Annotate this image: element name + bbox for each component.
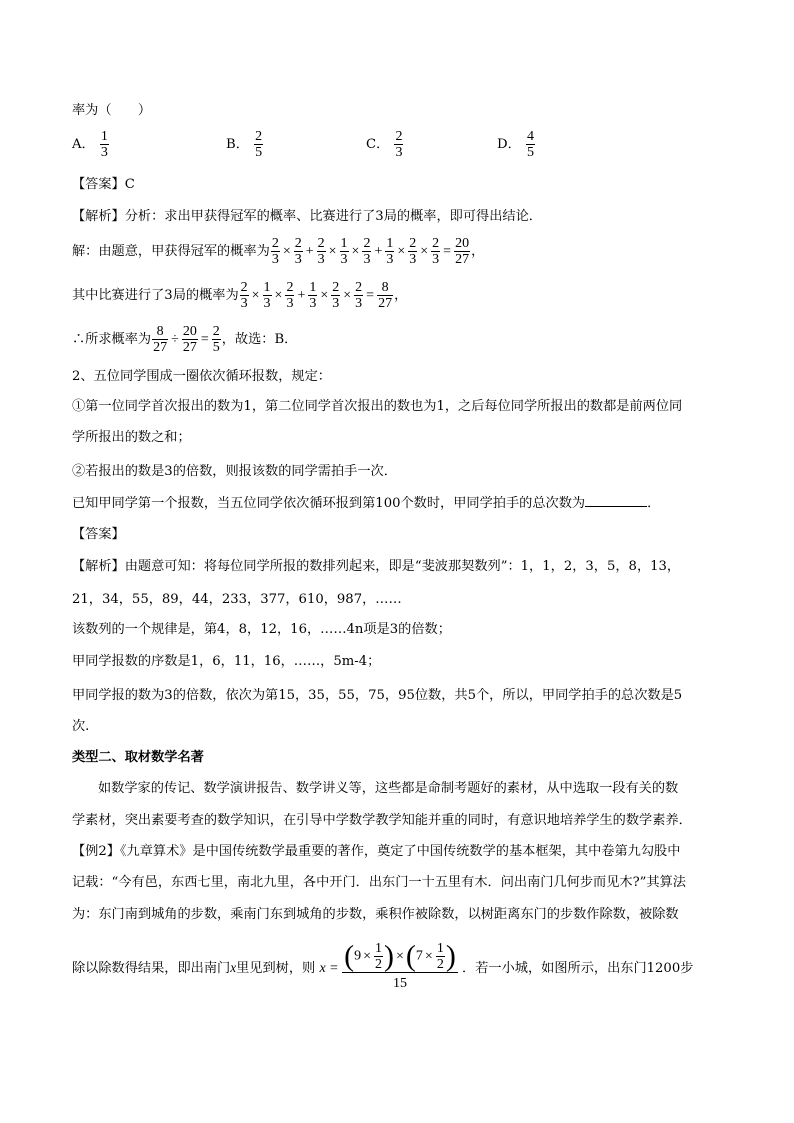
q2-analysis-5: 甲同学报的数为3的倍数，依次为第15，35，55，75，95位数，共5个，所以，甲同学拍手的总次数是5 <box>72 688 683 703</box>
option-label: C． <box>366 137 390 152</box>
q2-rule-2: ②若报出的数是3的倍数，则报该数的同学需拍手一次． <box>72 464 397 479</box>
q1-solution-2: 其中比赛进行了3局的概率为 $\frac{2}{3}$ × $\frac{1}{3}$ × $\frac{2}{3}$ + $\frac{1}{3}$ × $\frac{2}{3}$ × $\frac{2}{3}$ = $\frac{8}{27}$ ， <box>72 280 408 311</box>
answer-blank <box>585 494 647 507</box>
q1-analysis: 【解析】分析：求出甲获得冠军的概率、比赛进行了3局的概率，即可得出结论． <box>72 209 542 224</box>
probability-expression-3: $\frac{8}{27}$ ÷ $\frac{20}{27}$ = $\frac{2}{5}$ <box>153 324 220 355</box>
example-line-3: 为：东门南到城角的步数，乘南门东到城角的步数，乘积作被除数，以树距离东门的步数作除数，被除数 <box>72 907 679 922</box>
q2-rule-1a: ①第一位同学首次报出的数为1，第二位同学首次报出的数也为1，之后每位同学所报出的数都是前两位同 <box>72 399 683 414</box>
q1-answer: 【答案】C <box>72 177 135 192</box>
q2-rule-1b: 学所报出的数之和； <box>72 430 191 445</box>
probability-expression-2: $\frac{2}{3}$ × $\frac{1}{3}$ × $\frac{2}{3}$ + $\frac{1}{3}$ × $\frac{2}{3}$ × $\frac{2}{3}$ = $\frac{8}{27}$ ， <box>240 280 408 311</box>
section-title: 类型二、取材数学名著 <box>72 750 204 765</box>
q2-title: 2、五位同学围成一圈依次循环报数，规定： <box>72 369 331 384</box>
option-label: A． <box>72 137 95 152</box>
example-line-1: 【例2】《九章算术》是中国传统数学最重要的著作，奠定了中国传统数学的基本框架，其中卷第九勾股中 <box>72 844 681 859</box>
section-intro-1: 如数学家的传记、数学演讲报告、数学讲义等，这些都是命制考题好的素材，从中选取一段有关的数 <box>98 781 679 796</box>
q2-analysis-4: 甲同学报数的序数是1，6，11，16，……，5m-4； <box>72 654 381 669</box>
section-intro-2: 学素材，突出素要考查的数学知识，在引导中学数学教学知能并重的同时，有意识地培养学生的数学素养． <box>72 813 692 828</box>
option-c: C． $\frac{2}{3}$ <box>366 129 403 160</box>
formula: x = (9 × $\frac{1}{2}$ ) ×(7 × $\frac{1}{2}$ ) 15 <box>319 939 456 992</box>
option-b: B． $\frac{2}{5}$ <box>226 129 263 160</box>
q1-solution-3: ∴所求概率为 $\frac{8}{27}$ ÷ $\frac{20}{27}$ = $\frac{2}{5}$ ，故选：B． <box>72 324 298 355</box>
q2-analysis-1: 【解析】由题意可知：将每位同学所报的数排列起来，即是“斐波那契数列”：1，1，2，3，5，8，13， <box>72 559 681 574</box>
q2-analysis-2: 21，34，55，89，44，233，377，610，987，…… <box>72 592 402 607</box>
option-a: A． $\frac{1}{3}$ <box>72 129 108 160</box>
example-line-4: 除以除数得结果，即出南门x里见到树，则 x = (9 × $\frac{1}{2}$ ) ×(7 × $\frac{1}{2}$ ) 15 ．若一小城，如图所示，出东门1200步 <box>72 938 693 999</box>
q2-analysis-3: 该数列的一个规律是，第4，8，12，16，……4n项是3的倍数； <box>72 622 451 637</box>
probability-expression-1: $\frac{2}{3}$ × $\frac{2}{3}$ + $\frac{2}{3}$ × $\frac{1}{3}$ × $\frac{2}{3}$ + $\frac{1}{3}$ × $\frac{2}{3}$ × $\frac{2}{3}$ = $\frac{20}{27}$ ， <box>271 236 485 267</box>
option-label: B． <box>226 137 249 152</box>
q2-analysis-6: 次. <box>72 719 90 734</box>
option-d: D． $\frac{4}{5}$ <box>497 129 534 160</box>
q1-stem-tail: 率为（ ） <box>72 103 152 118</box>
q2-question: 已知甲同学第一个报数，当五位同学依次循环报到第100个数时，甲同学拍手的总次数为 ． <box>72 496 661 511</box>
q2-answer: 【答案】 <box>72 527 125 542</box>
q1-solution-1: 解：由题意，甲获得冠军的概率为 $\frac{2}{3}$ × $\frac{2}{3}$ + $\frac{2}{3}$ × $\frac{1}{3}$ × $\frac{2}{3}$ + $\frac{1}{3}$ × $\frac{2}{3}$ × $\frac{2}{3}$ = $\frac{20}{27}$ ， <box>72 236 485 267</box>
option-label: D． <box>497 137 521 152</box>
example-line-2: 记载：“今有邑，东西七里，南北九里，各中开门．出东门一十五里有木．问出南门几何步而见木?”其算法 <box>72 875 686 890</box>
